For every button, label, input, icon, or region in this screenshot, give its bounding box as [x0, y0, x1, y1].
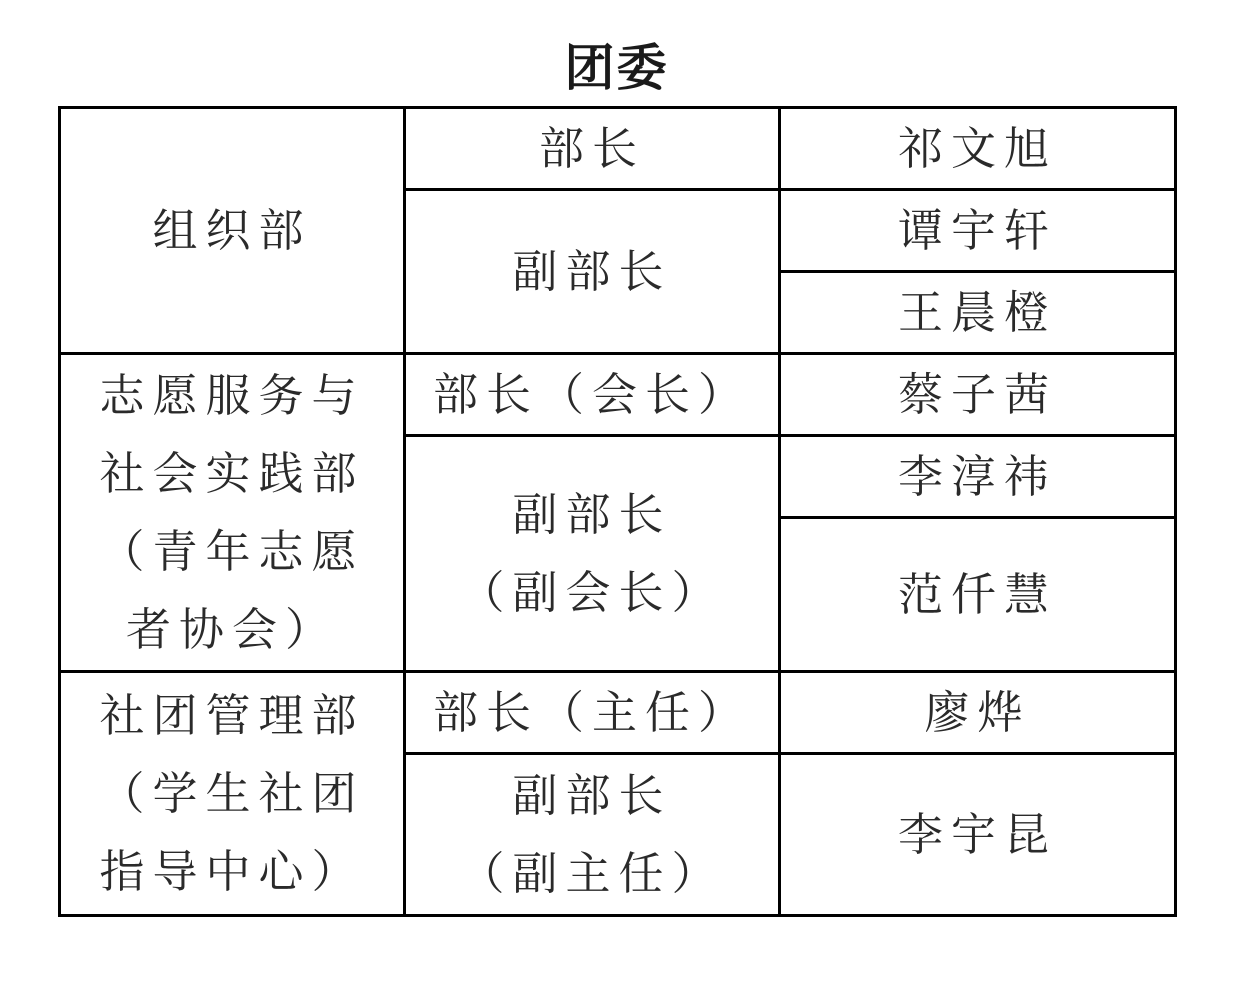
table-row	[60, 672, 1176, 754]
department-cell	[60, 672, 405, 916]
member-name: 蔡子茜	[897, 367, 1057, 421]
role-label: 部长（主任）	[432, 685, 751, 739]
role-cell	[405, 672, 780, 754]
department-name-line: 志愿服务与	[99, 368, 365, 422]
department-name: 组织部	[152, 203, 312, 257]
role-label-line: 副部长	[512, 768, 672, 822]
role-cell	[405, 190, 780, 354]
department-cell	[60, 108, 405, 354]
table-row	[60, 354, 1176, 436]
member-name: 范仟慧	[897, 567, 1057, 621]
page-title: 团委	[564, 39, 669, 97]
member-name: 廖烨	[924, 685, 1031, 739]
member-name: 王晨橙	[897, 285, 1057, 339]
role-label-line: （副会长）	[459, 565, 725, 619]
member-cell	[780, 272, 1176, 354]
role-label: 副部长	[512, 244, 672, 298]
member-name: 李淳祎	[897, 449, 1057, 503]
department-cell	[60, 354, 405, 672]
department-name-line: 社团管理部	[99, 688, 365, 742]
department-name-line: 指导中心）	[99, 844, 365, 898]
member-cell	[780, 354, 1176, 436]
member-name: 李宇昆	[897, 807, 1057, 861]
member-cell	[780, 518, 1176, 672]
member-cell	[780, 190, 1176, 272]
member-name: 谭宇轩	[897, 203, 1057, 257]
member-cell	[780, 108, 1176, 190]
role-cell	[405, 754, 780, 916]
role-label: 部长	[538, 121, 645, 175]
member-name: 祁文旭	[897, 121, 1057, 175]
member-cell	[780, 436, 1176, 518]
role-cell	[405, 354, 780, 436]
member-cell	[780, 754, 1176, 916]
department-name-line: 者协会）	[125, 602, 338, 656]
department-name-line: 社会实践部	[99, 446, 365, 500]
table-row	[60, 108, 1176, 190]
member-cell	[780, 672, 1176, 754]
role-cell	[405, 108, 780, 190]
role-cell	[405, 436, 780, 672]
committee-roster-table	[58, 106, 1177, 917]
role-label: 部长（会长）	[432, 367, 751, 421]
role-label-line: 副部长	[512, 487, 672, 541]
department-name-line: （学生社团	[99, 766, 365, 820]
role-label-line: （副主任）	[459, 846, 725, 900]
department-name-line: （青年志愿	[99, 524, 365, 578]
